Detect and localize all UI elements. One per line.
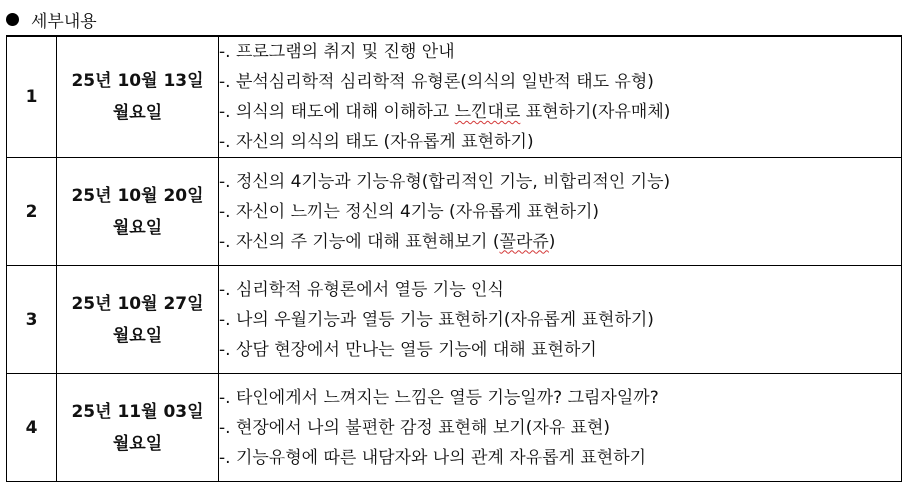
session-date: 25년 10월 27일 — [71, 293, 204, 314]
session-date-cell — [57, 266, 219, 374]
bullet-icon — [6, 13, 19, 26]
table-row — [7, 266, 902, 374]
spellcheck-mark: 느낀대로 — [454, 102, 521, 122]
list-item: -. 나의 우월기능과 열등 기능 표현하기(자유롭게 표현하기) — [219, 309, 654, 330]
list-item: -. 현장에서 나의 불편한 감정 표현해 보기(자유 표현) — [219, 417, 611, 438]
spellcheck-mark: 꼴라쥬 — [499, 231, 549, 252]
list-item: -. 기능유형에 따른 내담자와 나의 관계 자유롭게 표현하기 — [219, 447, 647, 468]
session-content — [219, 36, 902, 158]
list-item: -. 의식의 태도에 대해 이해하고 느낀대로 표현하기(자유매체) — [219, 102, 671, 122]
session-weekday: 월요일 — [112, 103, 163, 123]
list-item: -. 정신의 4기능과 기능유형(합리적인 기능, 비합리적인 기능) — [219, 171, 671, 192]
session-number: 2 — [7, 158, 57, 266]
session-number: 4 — [7, 374, 57, 482]
session-date-cell — [57, 36, 219, 158]
list-item: -. 심리학적 유형론에서 열등 기능 인식 — [219, 279, 504, 300]
session-weekday: 월요일 — [112, 325, 163, 346]
session-number: 3 — [7, 266, 57, 374]
list-item: -. 자신의 의식의 태도 (자유롭게 표현하기) — [219, 132, 534, 152]
list-item: -. 자신의 주 기능에 대해 표현해보기 (꼴라쥬) — [219, 231, 556, 252]
session-date: 25년 10월 20일 — [71, 185, 204, 206]
table-row — [7, 36, 902, 158]
session-content — [219, 374, 902, 482]
list-item: -. 상담 현장에서 만나는 열등 기능에 대해 표현하기 — [219, 339, 597, 360]
list-item: -. 분석심리학적 심리학적 유형론(의식의 일반적 태도 유형) — [219, 72, 654, 92]
session-date: 25년 10월 13일 — [71, 71, 204, 91]
session-date-cell — [57, 374, 219, 482]
table-row — [7, 158, 902, 266]
table-row — [7, 374, 902, 482]
session-number: 1 — [7, 36, 57, 158]
session-weekday: 월요일 — [112, 217, 163, 238]
list-item: -. 프로그램의 취지 및 진행 안내 — [219, 42, 455, 62]
schedule-table — [6, 35, 902, 482]
session-weekday: 월요일 — [112, 433, 163, 454]
session-date-cell — [57, 158, 219, 266]
list-item: -. 타인에게서 느껴지는 느낌은 열등 기능일까? 그림자일까? — [219, 387, 659, 408]
session-date: 25년 11월 03일 — [71, 401, 204, 422]
session-content — [219, 266, 902, 374]
section-header — [6, 7, 97, 31]
list-item: -. 자신이 느끼는 정신의 4기능 (자유롭게 표현하기) — [219, 201, 600, 222]
section-title: 세부내용 — [31, 11, 97, 32]
session-content — [219, 158, 902, 266]
